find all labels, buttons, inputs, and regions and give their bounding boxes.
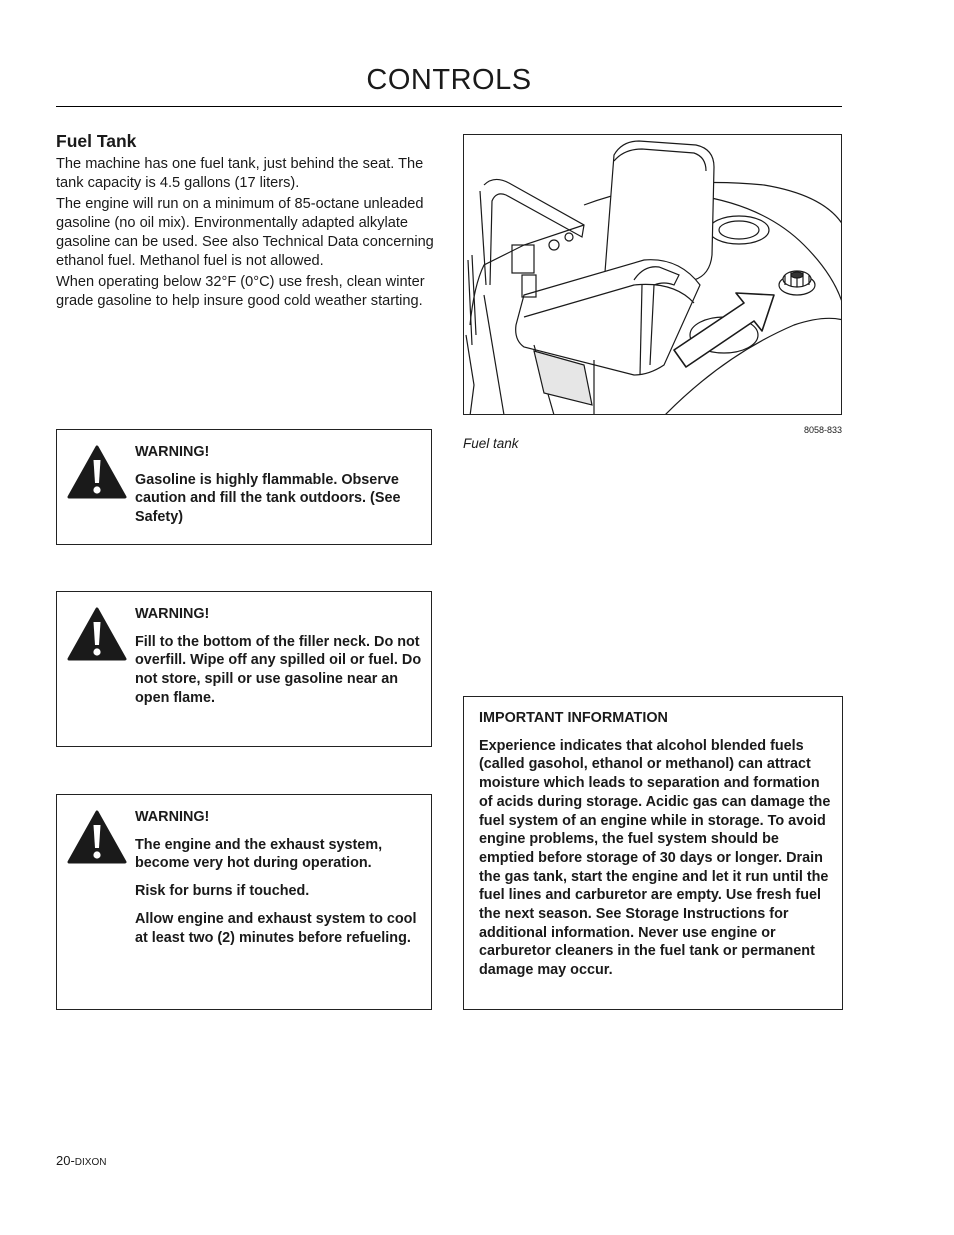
figure-code: 8058-833 bbox=[803, 425, 842, 435]
warning-title: WARNING! bbox=[135, 809, 210, 825]
body-paragraph: When operating below 32°F (0°C) use fresh, clean winter grade gasoline to help insure good cold weather starting. bbox=[56, 274, 425, 309]
warning-box-filling bbox=[56, 591, 432, 747]
title-divider bbox=[56, 106, 842, 107]
warning-box-flammable bbox=[56, 429, 432, 545]
warning-text: Gasoline is highly flammable. Observe caution and fill the tank outdoors. (See Safety) bbox=[135, 471, 401, 526]
warning-triangle-icon bbox=[67, 445, 127, 499]
section-heading: Fuel Tank bbox=[56, 131, 137, 151]
section-body bbox=[56, 155, 440, 314]
warning-triangle-icon bbox=[67, 810, 127, 864]
important-information-box bbox=[463, 696, 843, 1010]
body-paragraph: The machine has one fuel tank, just behind the seat. The tank capacity is 4.5 gallons (17 liters). bbox=[56, 156, 424, 191]
warning-title: WARNING! bbox=[135, 444, 210, 460]
figure-caption: Fuel tank bbox=[463, 436, 519, 451]
warning-text: Risk for burns if touched. bbox=[135, 883, 310, 900]
fuel-tank-illustration bbox=[463, 134, 842, 415]
footer-brand: DIXON bbox=[74, 1157, 107, 1168]
page-title: CONTROLS bbox=[366, 64, 532, 96]
warning-text: The engine and the exhaust system, become very hot during operation. bbox=[135, 836, 383, 872]
important-text: Experience indicates that alcohol blended fuels (called gasohol, ethanol or methanol) can attract moisture which leads to separation and formation of acids during storage. Acidic gas can damage the fuel system of an engine while in storage. To avoid engine problems, the fuel system should be emptied before storage of 30 days or longer. Drain the gas tank, start the engine and let it run until the fuel lines and carburetor are empty. Use fresh fuel the next season. See Storage Instructions for additional information. Never use engine or carburetor cleaners in the fuel tank or permanent damage may occur. bbox=[479, 737, 831, 979]
mower-seat-fuel-tank-drawing bbox=[464, 135, 842, 415]
warning-text: Fill to the bottom of the filler neck. Do not overfill. Wipe off any spilled oil or fuel. Do not store, spill or use gasoline near an open flame. bbox=[135, 633, 422, 706]
page-number: 20- bbox=[56, 1153, 75, 1168]
body-paragraph: The engine will run on a minimum of 85-octane unleaded gasoline (no oil mix). Environmentally adapted alkylate gasoline can be used. See also Technical Data concerning ethanol fuel. Methanol fuel is not allowed. bbox=[56, 196, 434, 269]
warning-title: WARNING! bbox=[135, 606, 210, 622]
warning-box-hot-engine bbox=[56, 794, 432, 1010]
warning-triangle-icon bbox=[67, 607, 127, 661]
page-footer bbox=[56, 1153, 106, 1168]
important-title: IMPORTANT INFORMATION bbox=[479, 710, 668, 726]
warning-text: Allow engine and exhaust system to cool at least two (2) minutes before refueling. bbox=[135, 910, 417, 946]
